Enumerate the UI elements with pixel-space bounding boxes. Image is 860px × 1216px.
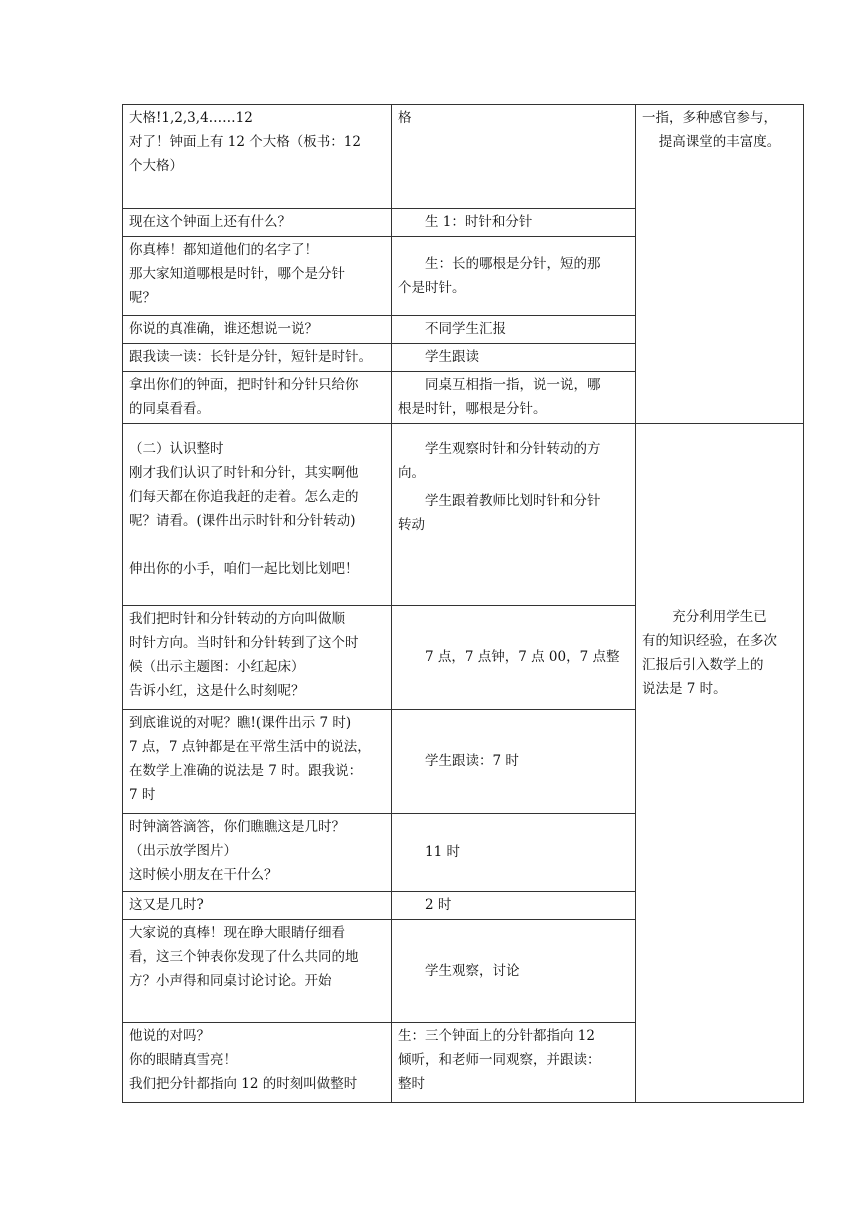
teacher-cell xyxy=(123,237,392,316)
student-cell xyxy=(392,424,636,606)
table-row xyxy=(123,105,804,209)
text-line: 学生跟着教师比划时针和分针 xyxy=(425,493,601,509)
text-line: 汇报后引入数学上的 xyxy=(642,657,764,673)
lesson-plan-table xyxy=(122,104,804,1103)
student-cell xyxy=(392,372,636,424)
text-line: 那大家知道哪根是时针，哪个是分针 xyxy=(129,266,345,282)
teacher-cell xyxy=(123,1023,392,1103)
student-cell xyxy=(392,920,636,1023)
text-line: 7 时 xyxy=(129,787,156,803)
text-line: 对了！钟面上有 12 个大格（板书：12 xyxy=(129,134,361,150)
text-line: 学生跟读 xyxy=(425,349,479,365)
text-line: 在数学上准确的说法是 7 时。跟我说： xyxy=(129,763,363,779)
teacher-cell xyxy=(123,344,392,372)
text-line: 同桌互相指一指，说一说，哪 xyxy=(425,377,601,393)
teacher-cell xyxy=(123,814,392,892)
text-line: 转动 xyxy=(398,517,425,533)
text-line: 整时 xyxy=(398,1076,425,1092)
text-line: 不同学生汇报 xyxy=(425,321,506,337)
teacher-cell xyxy=(123,316,392,344)
student-cell xyxy=(392,710,636,814)
text-line: 我们把分针都指向 12 的时刻叫做整时 xyxy=(129,1076,358,1092)
student-cell xyxy=(392,814,636,892)
text-line: 这时候小朋友在干什么？ xyxy=(129,867,278,883)
text-line: 根是时针，哪根是分针。 xyxy=(398,401,547,417)
text-line: 时针方向。当时针和分针转到了这个时 xyxy=(129,635,359,651)
text-line: 倾听，和老师一同观察，并跟读： xyxy=(398,1052,601,1068)
teacher-cell xyxy=(123,105,392,209)
student-cell xyxy=(392,105,636,209)
text-line: 学生观察，讨论 xyxy=(425,962,520,979)
teacher-cell xyxy=(123,372,392,424)
text-line: 个是时针。 xyxy=(398,279,466,296)
text-line: 7 点，7 点钟，7 点 00，7 点整 xyxy=(425,649,620,665)
text-line: 呢？ xyxy=(129,290,156,306)
text-line: 有的知识经验，在多次 xyxy=(642,633,777,649)
text-line: 充分利用学生已 xyxy=(672,609,767,625)
text-line: 说法是 7 时。 xyxy=(642,681,727,697)
text-line: 2 时 xyxy=(425,897,452,913)
text-line: 生：三个钟面上的分针都指向 12 xyxy=(398,1028,595,1044)
text-line: 伸出你的小手，咱们一起比划比划吧！ xyxy=(129,561,359,577)
text-line: 跟我读一读：长针是分针，短针是时针。 xyxy=(129,349,372,365)
text-line: 看，这三个钟表你发现了什么共同的地 xyxy=(129,949,359,965)
teacher-cell xyxy=(123,710,392,814)
text-line: 学生跟读：7 时 xyxy=(425,753,519,769)
text-line: 学生观察时针和分针转动的方 xyxy=(425,441,601,457)
text-line: 大格!1,2,3,4……12 xyxy=(129,110,253,126)
teacher-cell xyxy=(123,920,392,1023)
text-line: 这又是几时? xyxy=(129,897,204,913)
text-line: 时钟滴答滴答，你们瞧瞧这是几时？ xyxy=(129,819,345,835)
text-line: 拿出你们的钟面，把时针和分针只给你 xyxy=(129,377,359,393)
student-cell xyxy=(392,209,636,237)
text-line: 的同桌看看。 xyxy=(129,401,210,417)
teacher-cell xyxy=(123,424,392,606)
teacher-cell xyxy=(123,892,392,920)
text-line: 候（出示主题图：小红起床） xyxy=(129,659,305,675)
text-line: 一指，多种感官参与， xyxy=(642,110,777,126)
student-cell xyxy=(392,316,636,344)
text-line: 提高课堂的丰富度。 xyxy=(658,134,781,150)
text-line: 大家说的真棒！现在睁大眼睛仔细看 xyxy=(129,925,345,941)
teacher-cell xyxy=(123,209,392,237)
text-line: 你的眼睛真雪亮！ xyxy=(129,1052,237,1068)
text-line: 个大格） xyxy=(129,158,183,174)
text-line: 我们把时针和分针转动的方向叫做顺 xyxy=(129,611,345,627)
student-cell xyxy=(392,606,636,710)
text-line: 你说的真准确，谁还想说一说？ xyxy=(129,321,318,337)
note-cell xyxy=(636,424,804,1103)
text-line: 生 1：时针和分针 xyxy=(425,214,533,230)
student-cell xyxy=(392,237,636,316)
text-line: 告诉小红，这是什么时刻呢？ xyxy=(129,683,305,699)
text-line: 向。 xyxy=(398,465,425,481)
table-row xyxy=(123,424,804,606)
student-cell xyxy=(392,1023,636,1103)
note-cell xyxy=(636,105,804,424)
text-line: 到底谁说的对呢？瞧!(课件出示 7 时) xyxy=(129,715,352,731)
text-line: 你真棒！都知道他们的名字了！ xyxy=(129,242,318,258)
text-line: 现在这个钟面上还有什么？ xyxy=(129,214,291,230)
text-line: 他说的对吗？ xyxy=(129,1028,210,1044)
text-line: 生：长的哪根是分针，短的那 xyxy=(425,255,601,272)
text-line: 呢？请看。(课件出示时针和分针转动) xyxy=(129,513,356,529)
text-line: 刚才我们认识了时针和分针，其实啊他 xyxy=(129,465,359,481)
teacher-cell xyxy=(123,606,392,710)
text-line: 们每天都在你追我赶的走着。怎么走的 xyxy=(129,489,359,505)
text-line: 格 xyxy=(398,110,412,126)
text-line: 方？小声得和同桌讨论讨论。开始 xyxy=(129,973,332,989)
section-heading: （二）认识整时 xyxy=(129,441,224,457)
student-cell xyxy=(392,892,636,920)
student-cell xyxy=(392,344,636,372)
text-line: 11 时 xyxy=(425,844,460,860)
text-line: （出示放学图片） xyxy=(129,843,237,859)
text-line: 7 点，7 点钟都是在平常生活中的说法， xyxy=(129,739,371,755)
